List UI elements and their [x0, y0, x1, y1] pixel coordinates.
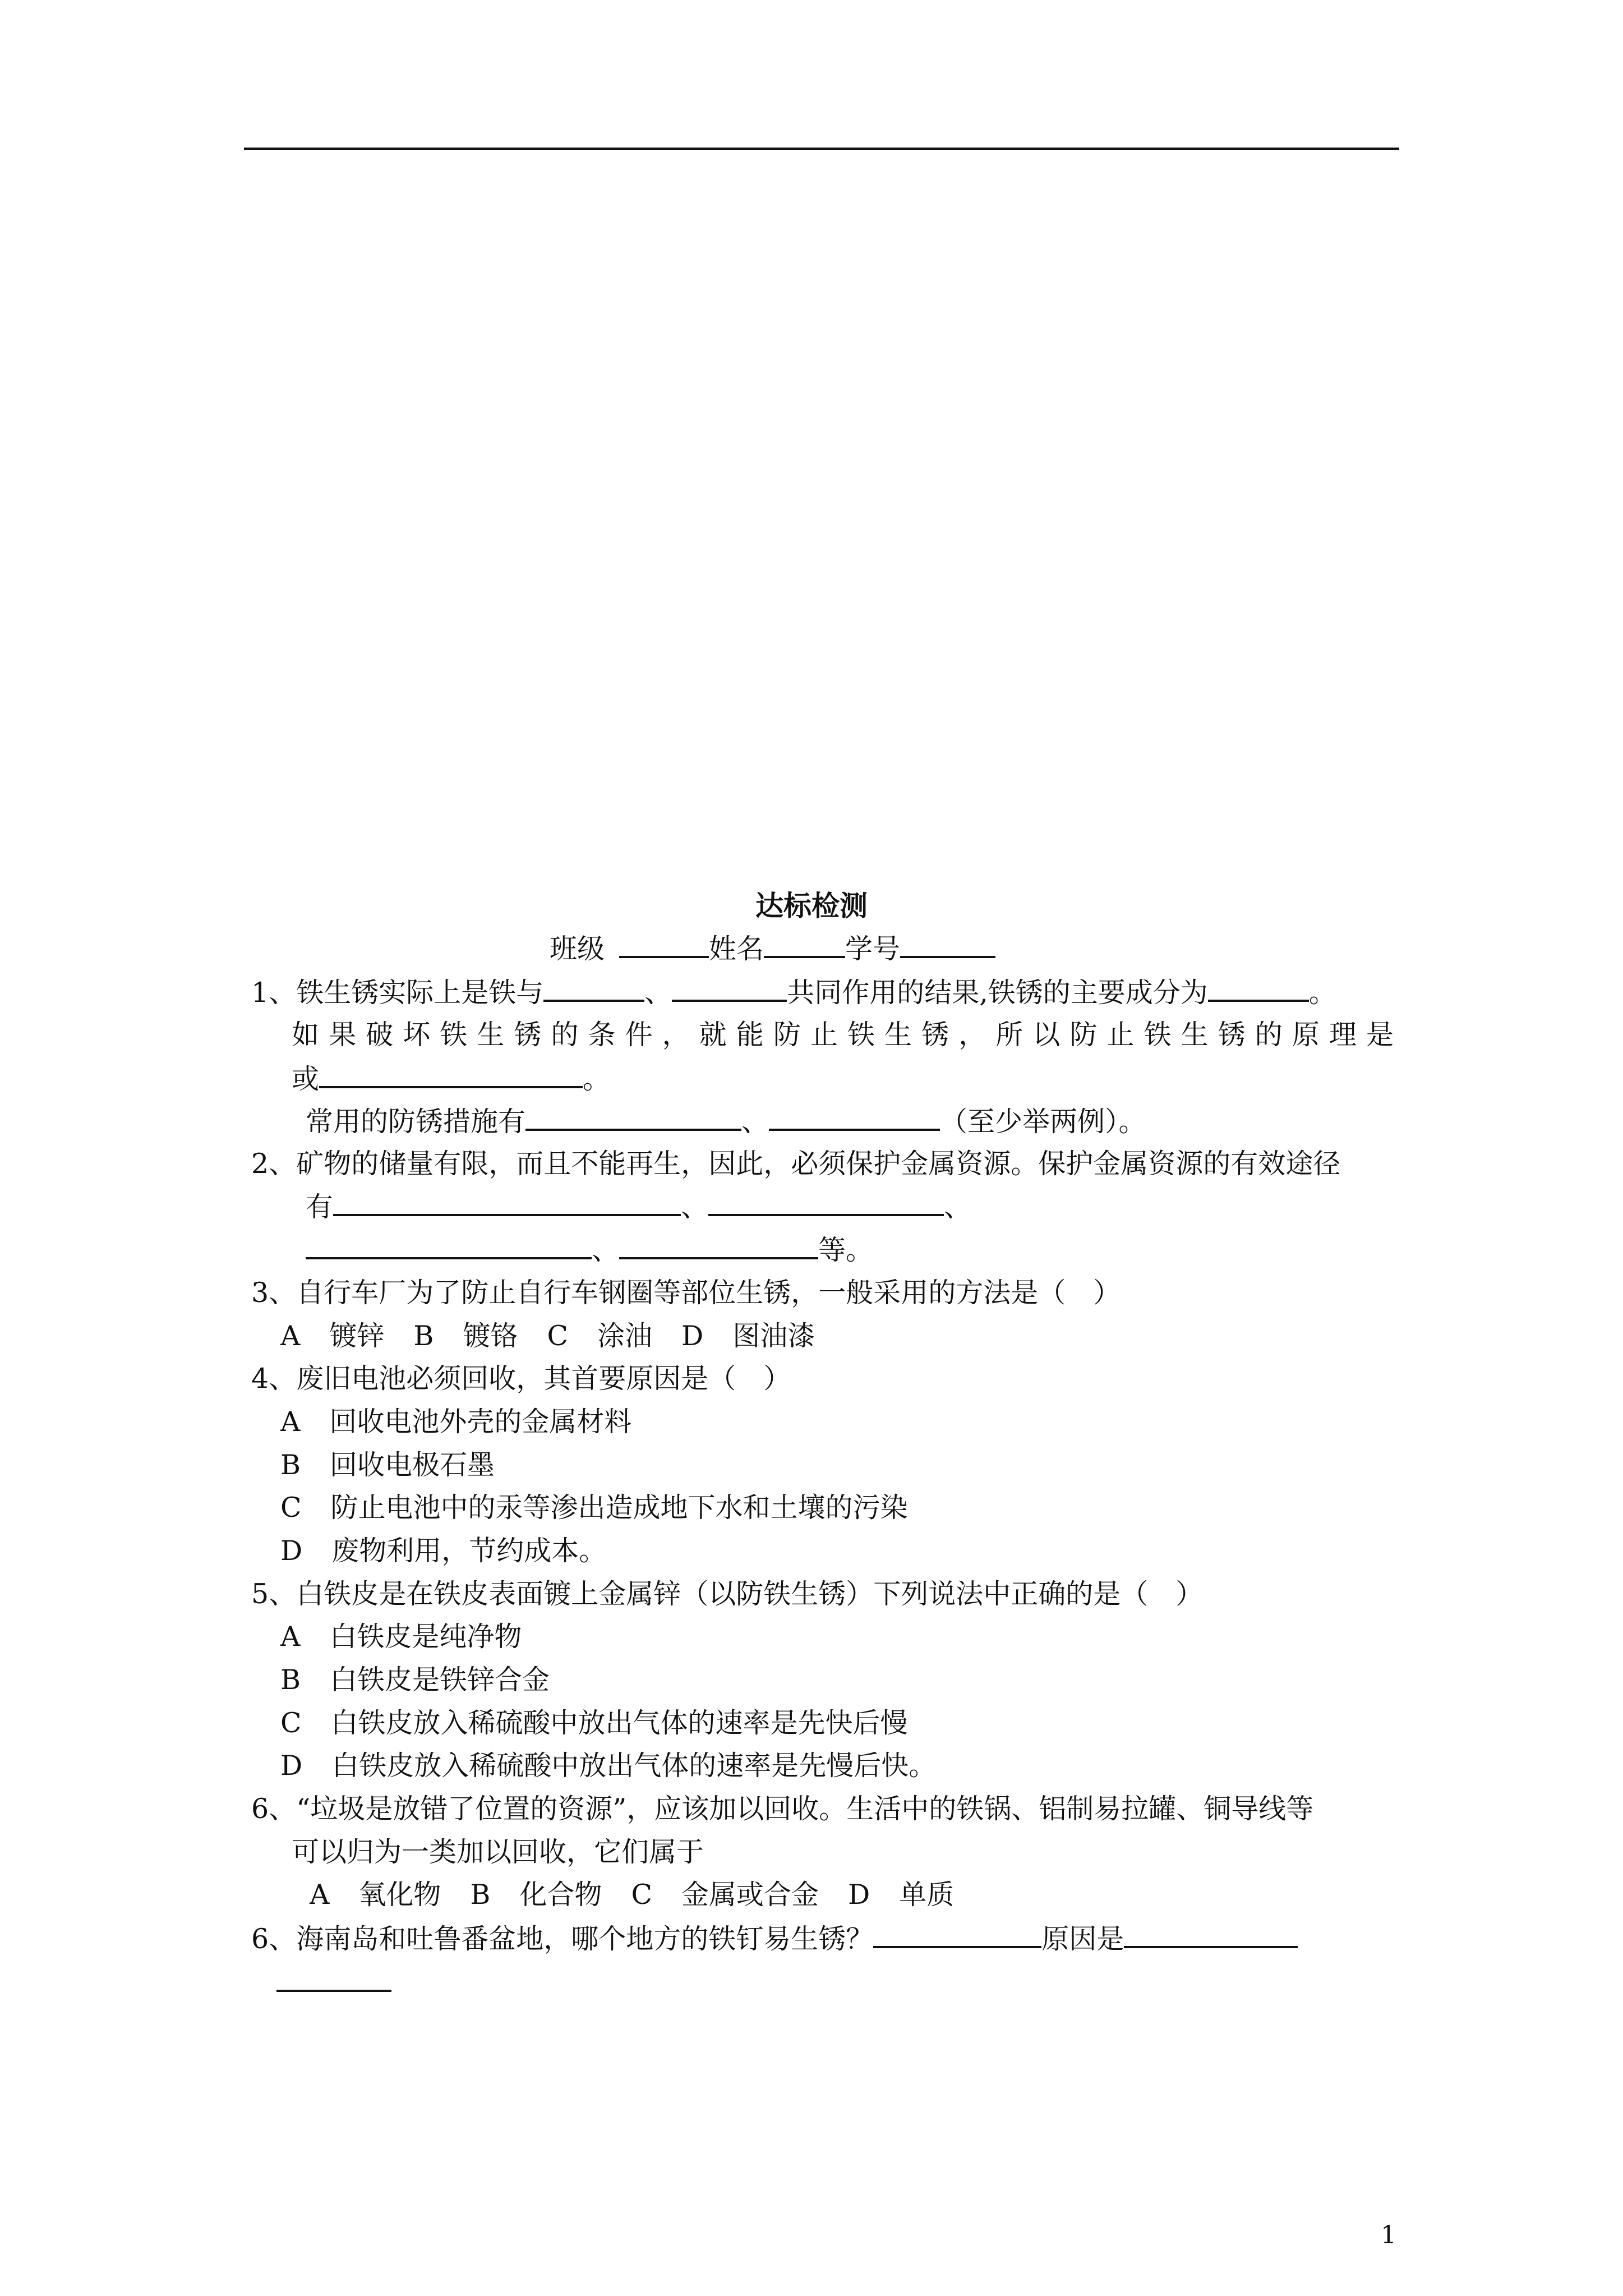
q5-text: 白铁皮是在铁皮表面镀上金属锌（以防铁生锈）下列说法中正确的是（ ） [296, 1578, 1204, 1610]
q1-line-4 [306, 1104, 1146, 1139]
q6b-blank-continuation[interactable] [276, 1990, 391, 1992]
q2-you: 有 [306, 1191, 334, 1223]
q3-option-a-letter[interactable]: A [280, 1320, 301, 1352]
q1-sep-2: 、 [741, 1106, 769, 1138]
option-text: 白铁皮放入稀硫酸中放出气体的速率是先快后慢 [330, 1707, 908, 1739]
q6a-number: 6、 [251, 1793, 297, 1825]
option-letter: C [280, 1492, 302, 1524]
q3-options [280, 1319, 815, 1353]
option-letter: D [280, 1535, 303, 1567]
q2-line-1 [251, 1147, 1340, 1181]
q6a-option-d[interactable]: 单质 [899, 1879, 955, 1911]
header-rule [244, 148, 1399, 150]
name-label: 姓名 [709, 933, 764, 965]
q5-option-b[interactable] [280, 1663, 550, 1697]
q1-period-2: 。 [583, 1063, 611, 1095]
id-label: 学号 [845, 933, 901, 965]
q5-option-c[interactable] [280, 1706, 908, 1740]
q6a-option-a[interactable]: 氧化物 [358, 1879, 441, 1911]
q3-option-d[interactable]: 图油漆 [732, 1320, 815, 1352]
q6b-blank-1[interactable] [873, 1921, 1041, 1948]
option-text: 回收电极石墨 [330, 1449, 495, 1481]
q1-sep: 、 [644, 977, 672, 1009]
q1-period: 。 [1308, 977, 1336, 1009]
page-number: 1 [1381, 2221, 1396, 2249]
q6a-options [310, 1878, 954, 1912]
q2-sep-3: 、 [592, 1234, 620, 1266]
q4-option-c[interactable] [280, 1491, 908, 1525]
student-info-line [550, 931, 995, 966]
q3-question [251, 1276, 1121, 1310]
q2-end: 等。 [818, 1234, 874, 1266]
q2-blank-1[interactable] [333, 1189, 681, 1216]
option-letter: A [280, 1406, 301, 1438]
q2-blank-2[interactable] [708, 1189, 944, 1216]
q1-line-2: 如果破坏铁生锈的条件，就能防止铁生锈，所以防止铁生锈的原理是 [292, 1019, 1394, 1051]
q6a-line-1 [251, 1792, 1313, 1826]
q5-question [251, 1577, 1203, 1611]
q4-option-b[interactable] [280, 1448, 495, 1482]
q1-measures-label: 常用的防锈措施有 [306, 1106, 526, 1138]
option-letter: B [280, 1664, 301, 1696]
q2-blank-4[interactable] [619, 1232, 818, 1259]
q5-option-d[interactable] [280, 1749, 936, 1783]
q4-option-d[interactable] [280, 1534, 606, 1568]
class-blank[interactable] [619, 931, 709, 958]
q3-option-d-letter[interactable]: D [681, 1320, 704, 1352]
q2-text: 矿物的储量有限，而且不能再生，因此，必须保护金属资源。保护金属资源的有效途径 [296, 1148, 1341, 1180]
q2-line-2 [306, 1189, 971, 1224]
q6b-text-a: 海南岛和吐鲁番盆地，哪个地方的铁钉易生锈？ [296, 1923, 874, 1955]
q1-number: 1、 [251, 977, 297, 1009]
q3-option-a[interactable]: 镀锌 [329, 1320, 385, 1352]
q1-blank-2[interactable] [672, 975, 787, 1002]
q6a-text: “垃圾是放错了位置的资源”，应该加以回收。生活中的铁锅、铝制易拉罐、铜导线等 [296, 1793, 1314, 1825]
q4-option-a[interactable] [280, 1405, 631, 1439]
name-blank[interactable] [764, 931, 845, 958]
option-letter: A [280, 1621, 301, 1653]
q6a-option-c[interactable]: 金属或合金 [681, 1879, 819, 1911]
q6a-option-b[interactable]: 化合物 [519, 1879, 602, 1911]
q1-blank-5[interactable] [525, 1104, 741, 1131]
page-title: 达标检测 [755, 889, 868, 922]
q1-line-1 [251, 975, 1336, 1010]
option-text: 白铁皮放入稀硫酸中放出气体的速率是先慢后快。 [331, 1750, 937, 1782]
q1-text-a: 铁生锈实际上是铁与 [296, 977, 544, 1009]
q1-blank-6[interactable] [769, 1104, 940, 1131]
q2-number: 2、 [251, 1148, 297, 1180]
q2-sep-1: 、 [681, 1191, 709, 1223]
q6a-line-2: 可以归为一类加以回收，它们属于 [292, 1836, 704, 1868]
q5-number: 5、 [251, 1578, 297, 1610]
option-text: 废物利用，节约成本。 [331, 1535, 607, 1567]
q6b-line-1 [251, 1921, 1298, 1956]
q3-option-b-letter[interactable]: B [413, 1320, 434, 1352]
q2-sep-2: 、 [944, 1191, 972, 1223]
q3-option-b[interactable]: 镀铬 [463, 1320, 518, 1352]
option-letter: C [280, 1707, 302, 1739]
option-text: 回收电池外壳的金属材料 [329, 1406, 632, 1438]
q1-or: 或 [292, 1063, 320, 1095]
q1-blank-1[interactable] [543, 975, 644, 1002]
q6a-option-b-letter[interactable]: B [470, 1879, 491, 1911]
q1-line-3 [292, 1061, 610, 1096]
q1-blank-4[interactable] [319, 1061, 583, 1088]
q6a-option-a-letter[interactable]: A [310, 1879, 330, 1911]
q4-text: 废旧电池必须回收，其首要原因是（ ） [296, 1363, 791, 1395]
q3-option-c[interactable]: 涂油 [597, 1320, 652, 1352]
q4-question [251, 1362, 791, 1396]
option-text: 白铁皮是铁锌合金 [330, 1664, 550, 1696]
q6b-text-b: 原因是 [1041, 1923, 1124, 1955]
id-blank[interactable] [900, 931, 995, 958]
q2-line-3 [306, 1232, 873, 1267]
q6b-blank-2[interactable] [1124, 1921, 1298, 1948]
q1-note: （至少举两例）。 [940, 1106, 1146, 1138]
class-label: 班级 [550, 933, 605, 965]
q2-blank-3[interactable] [306, 1232, 592, 1259]
q4-number: 4、 [251, 1363, 297, 1395]
q6b-number: 6、 [251, 1923, 297, 1955]
q6a-option-d-letter[interactable]: D [847, 1879, 870, 1911]
q1-blank-3[interactable] [1208, 975, 1309, 1002]
q6a-option-c-letter[interactable]: C [631, 1879, 652, 1911]
option-letter: B [280, 1449, 301, 1481]
q3-number: 3、 [251, 1277, 297, 1309]
q3-text: 自行车厂为了防止自行车钢圈等部位生锈，一般采用的方法是（ ） [296, 1277, 1121, 1309]
q3-option-c-letter[interactable]: C [547, 1320, 568, 1352]
option-letter: D [280, 1750, 303, 1782]
q1-text-c: 共同作用的结果,铁锈的主要成分为 [787, 977, 1208, 1009]
q5-option-a[interactable] [280, 1620, 522, 1654]
option-text: 防止电池中的汞等渗出造成地下水和土壤的污染 [330, 1492, 908, 1524]
option-text: 白铁皮是纯净物 [329, 1621, 522, 1653]
